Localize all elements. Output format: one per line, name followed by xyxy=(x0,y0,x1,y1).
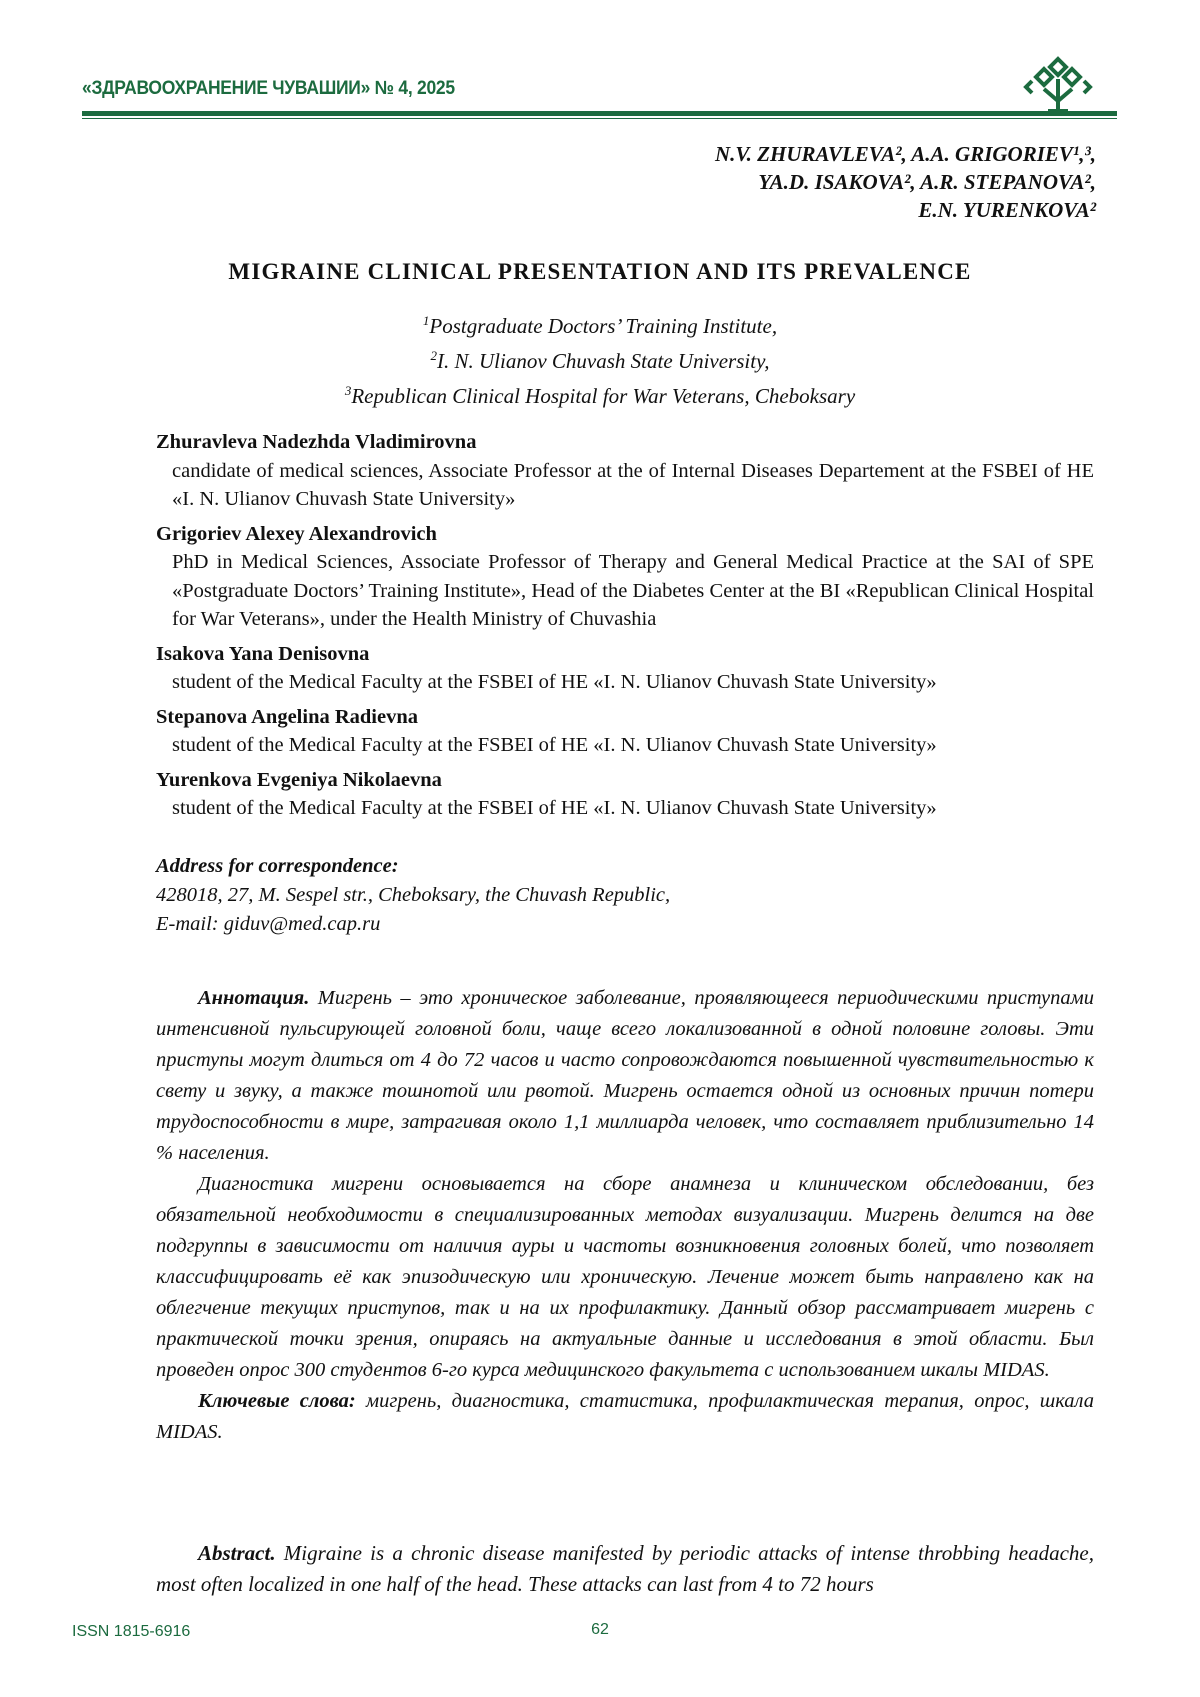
affiliation-item xyxy=(0,376,1200,411)
affiliation-superscript: 1 xyxy=(422,313,430,328)
affiliation-text: Postgraduate Doctors’ Training Institute, xyxy=(429,314,778,338)
affiliation-item xyxy=(0,341,1200,376)
person-name: Isakova Yana Denisovna xyxy=(156,642,370,665)
annotation-text: Мигрень – это хроническое заболевание, проявляющееся периодическими приступами интенсивной пульсирующей головной боли, чаще всего локализованной в одной половине головы. Эти приступы могут длиться от 4 до 72 часов и часто сопровождаются повышенной чувствительностью к свету и звуку, а также тошнотой или рвотой. Мигрень остается одной из основных причин потери трудоспособности в мире, затрагивая около 1,1 миллиарда человек, что составляет приблизительно 14 % населения. xyxy=(156,987,1094,1164)
person-name: Zhuravleva Nadezhda Vladimirovna xyxy=(156,431,477,453)
person-name: Yurenkova Evgeniya Nikolaevna xyxy=(156,768,442,791)
person-entry xyxy=(156,428,1094,514)
article-title: MIGRAINE CLINICAL PRESENTATION AND ITS PREVALENCE xyxy=(228,259,972,284)
footer-issn: ISSN 1815-6916 xyxy=(72,1623,191,1640)
author-details xyxy=(156,428,1094,829)
person-description: candidate of medical sciences, Associate Professor at the of Internal Diseases Departement at the FSBEI of HE «I. N. Ulianov Chuvash State University» xyxy=(172,459,1094,510)
person-description: student of the Medical Faculty at the FSBEI of HE «I. N. Ulianov Chuvash State University» xyxy=(172,734,937,756)
page-number: 62 xyxy=(591,1621,609,1638)
author-line: E.N. YURENKOVA² xyxy=(918,198,1096,222)
author-line: YA.D. ISAKOVA², A.R. STEPANOVA², xyxy=(758,170,1096,194)
annotation-paragraph xyxy=(156,983,1094,1169)
affiliation-superscript: 2 xyxy=(430,348,438,363)
correspondence-address xyxy=(156,852,670,939)
header-rule-thin xyxy=(82,118,1117,119)
keywords-lead: Ключевые слова: xyxy=(198,1390,356,1412)
person-description: student of the Medical Faculty at the FSBEI of HE «I. N. Ulianov Chuvash State University» xyxy=(172,671,937,693)
author-list xyxy=(715,140,1096,224)
email-line: E-mail: giduv@med.cap.ru xyxy=(156,913,381,935)
author-line: N.V. ZHURAVLEVA², A.A. GRIGORIEV¹,³, xyxy=(714,142,1096,166)
affiliation-text: Republican Clinical Hospital for War Veterans, Cheboksary xyxy=(351,384,856,408)
person-name: Stepanova Angelina Radievna xyxy=(156,705,418,728)
abstract-text: Migraine is a chronic disease manifested by periodic attacks of intense throbbing headache, most often localized in one half of the head. These attacks can last from 4 to 72 hours xyxy=(156,1541,1094,1596)
person-entry xyxy=(156,766,1094,823)
person-entry xyxy=(156,703,1094,760)
abstract-english xyxy=(156,1538,1094,1600)
address-line: 428018, 27, M. Sespel str., Cheboksary, the Chuvash Republic, xyxy=(156,884,671,906)
annotation-russian xyxy=(156,983,1094,1448)
person-entry xyxy=(156,640,1094,697)
affiliation-list xyxy=(0,306,1200,411)
person-description: PhD in Medical Sciences, Associate Professor of Therapy and General Medical Practice at the SAI of SPE «Postgraduate Doctors’ Training Institute», Head of the Diabetes Center at the BI «Republican Clinical Hospital for War Veterans», under the Health Ministry of Chuvashia xyxy=(172,551,1094,630)
affiliation-superscript: 3 xyxy=(344,383,352,398)
annotation-lead: Аннотация. xyxy=(198,987,310,1009)
journal-header-title: «ЗДРАВООХРАНЕНИЕ ЧУВАШИИ» № 4, 2025 xyxy=(82,78,455,99)
affiliation-text: I. N. Ulianov Chuvash State University, xyxy=(437,349,770,373)
address-label: Address for correspondence: xyxy=(156,855,399,877)
header-rule xyxy=(82,111,1117,116)
annotation-paragraph: Диагностика мигрени основывается на сборе анамнеза и клиническом обследовании, без обязательной необходимости в специализированных методах визуализации. Мигрень делится на две подгруппы в зависимости от наличия ауры и частоты возникновения головных болей, что позволяет классифицировать её как эпизодическую или хроническую. Лечение может быть направлено как на облегчение текущих приступов, так и на их профилактику. Данный обзор рассматривает мигрень с практической точки зрения, опираясь на актуальные данные и исследования в этой области. Был проведен опрос 300 студентов 6-го курса медицинского факультета с использованием шкалы MIDAS. xyxy=(156,1173,1094,1381)
chuvash-tree-emblem-icon xyxy=(1022,55,1094,115)
person-entry xyxy=(156,520,1094,634)
keywords-text: мигрень, диагностика, статистика, профилактическая терапия, опрос, шкала MIDAS. xyxy=(156,1390,1094,1443)
keywords-paragraph xyxy=(156,1386,1094,1448)
affiliation-item xyxy=(0,306,1200,341)
person-name: Grigoriev Alexey Alexandrovich xyxy=(156,522,437,545)
abstract-lead: Abstract. xyxy=(198,1541,276,1565)
person-description: student of the Medical Faculty at the FSBEI of HE «I. N. Ulianov Chuvash State University» xyxy=(172,797,937,819)
